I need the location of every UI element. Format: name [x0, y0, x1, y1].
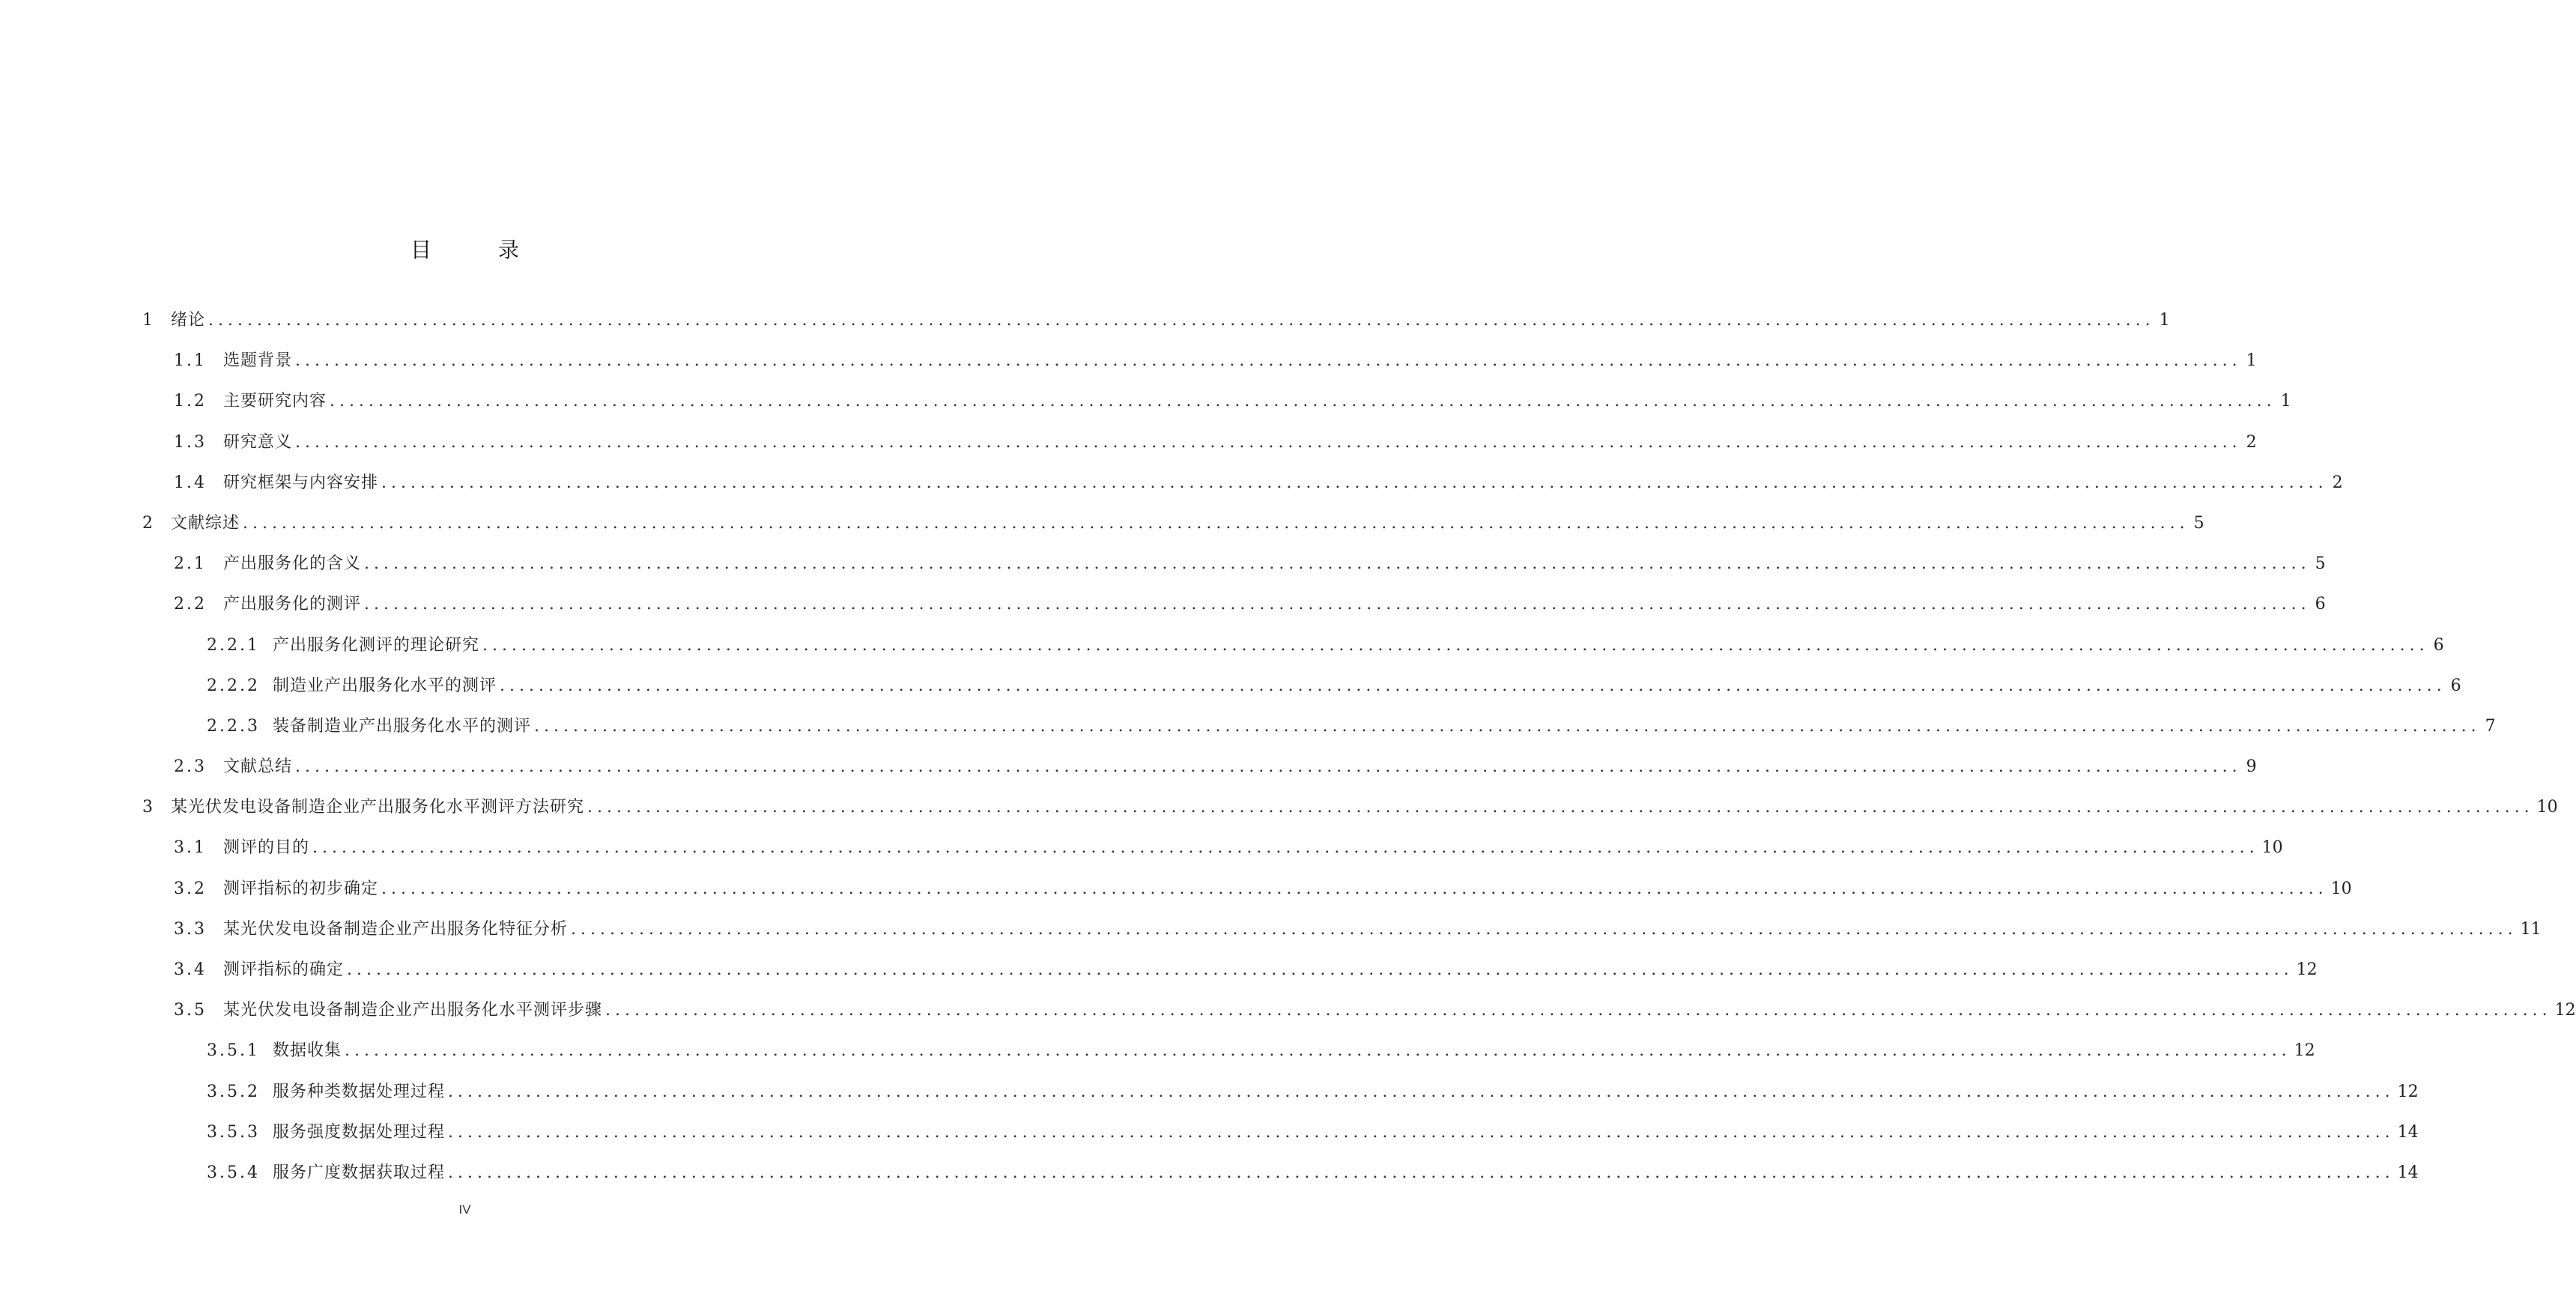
toc-dot-leader: ........................................................................................................................................................................................................: [364, 554, 2311, 574]
toc-dot-leader: ........................................................................................................................................................................................................: [243, 513, 2189, 533]
toc-entry[interactable]: [142, 957, 2318, 997]
toc-entry-title: 某光伏发电设备制造企业产出服务化特征分析: [223, 919, 569, 939]
toc-dot-leader: ........................................................................................................................................................................................................: [295, 351, 2242, 371]
toc-entry-number: 3: [142, 798, 155, 817]
toc-entry[interactable]: [142, 1038, 2315, 1078]
toc-dot-leader: ........................................................................................................................................................................................................: [345, 1041, 2291, 1061]
toc-dot-leader: ........................................................................................................................................................................................................: [381, 473, 2328, 492]
toc-entry-page: 5: [2315, 554, 2326, 574]
toc-entry[interactable]: [142, 1079, 2419, 1119]
toc-dot-leader: ........................................................................................................................................................................................................: [330, 392, 2276, 411]
table-of-contents: [142, 307, 2576, 1200]
toc-entry-number: 1.3: [174, 432, 207, 452]
toc-entry-page: 6: [2433, 635, 2444, 655]
toc-entry-title: 研究框架与内容安排: [223, 473, 379, 492]
toc-entry-number: 2: [142, 513, 155, 533]
toc-entry-title: 研究意义: [223, 432, 293, 452]
toc-entry[interactable]: [142, 997, 2576, 1038]
toc-entry-title: 绪论: [171, 311, 206, 330]
toc-entry[interactable]: [142, 794, 2558, 835]
toc-entry-title: 装备制造业产出服务化水平的测评: [273, 716, 532, 736]
toc-entry[interactable]: [142, 916, 2542, 957]
toc-dot-leader: ........................................................................................................................................................................................................: [571, 919, 2518, 939]
toc-entry-title: 主要研究内容: [223, 392, 327, 411]
toc-entry[interactable]: [142, 348, 2257, 388]
toc-dot-leader: ........................................................................................................................................................................................................: [448, 1082, 2395, 1101]
toc-entry-page: 12: [2397, 1082, 2419, 1101]
toc-entry-page: 9: [2246, 757, 2257, 777]
toc-dot-leader: ........................................................................................................................................................................................................: [482, 635, 2429, 655]
toc-dot-leader: ........................................................................................................................................................................................................: [448, 1163, 2395, 1182]
toc-entry-number: 2.2: [174, 595, 207, 614]
toc-entry[interactable]: [142, 673, 2461, 713]
toc-entry-number: 1.1: [174, 351, 207, 371]
toc-entry-number: 3.4: [174, 960, 207, 979]
toc-entry-number: 1.4: [174, 473, 207, 492]
toc-dot-leader: ........................................................................................................................................................................................................: [500, 676, 2446, 695]
toc-entry-page: 11: [2520, 919, 2542, 939]
page-number-footer: IV: [458, 1202, 471, 1217]
toc-entry[interactable]: [142, 754, 2257, 794]
toc-entry-page: 6: [2315, 595, 2326, 614]
toc-entry-title: 文献综述: [171, 513, 240, 533]
toc-entry[interactable]: [142, 876, 2352, 916]
toc-entry-number: 3.2: [174, 879, 207, 898]
toc-entry-title: 服务强度数据处理过程: [273, 1122, 446, 1142]
toc-entry[interactable]: [142, 591, 2326, 632]
toc-entry[interactable]: [142, 388, 2291, 429]
toc-entry-title: 服务广度数据获取过程: [273, 1163, 446, 1182]
toc-entry-page: 2: [2246, 432, 2257, 452]
toc-entry-page: 1: [2246, 351, 2257, 371]
toc-dot-leader: ........................................................................................................................................................................................................: [587, 798, 2534, 817]
toc-entry-number: 3.5.1: [207, 1041, 260, 1061]
toc-entry-number: 2.2.2: [207, 676, 260, 695]
toc-dot-leader: ........................................................................................................................................................................................................: [295, 432, 2242, 452]
toc-entry-number: 3.3: [174, 919, 207, 939]
toc-entry-page: 10: [2330, 879, 2352, 898]
toc-entry-title: 产出服务化的测评: [223, 595, 362, 614]
toc-entry-title: 产出服务化测评的理论研究: [273, 635, 480, 655]
toc-dot-leader: ........................................................................................................................................................................................................: [208, 311, 2155, 330]
toc-entry-number: 1: [142, 311, 155, 330]
toc-dot-leader: ........................................................................................................................................................................................................: [534, 716, 2481, 736]
toc-entry-number: 2.1: [174, 554, 207, 574]
toc-entry-number: 2.2.1: [207, 635, 260, 655]
toc-entry-page: 10: [2261, 838, 2283, 858]
toc-entry-title: 数据收集: [273, 1041, 342, 1061]
toc-entry-number: 2.2.3: [207, 716, 260, 736]
toc-entry-title: 选题背景: [223, 351, 293, 371]
toc-entry-page: 12: [2554, 1001, 2576, 1020]
toc-entry-title: 制造业产出服务化水平的测评: [273, 676, 497, 695]
toc-entry-page: 6: [2450, 676, 2461, 695]
toc-entry-page: 14: [2397, 1122, 2419, 1142]
toc-entry-title: 某光伏发电设备制造企业产出服务化水平测评步骤: [223, 1001, 603, 1020]
toc-entry[interactable]: [142, 429, 2257, 470]
toc-entry-title: 文献总结: [223, 757, 293, 777]
toc-entry-number: 3.5.3: [207, 1122, 260, 1142]
toc-entry[interactable]: [142, 713, 2496, 754]
toc-entry-title: 某光伏发电设备制造企业产出服务化水平测评方法研究: [171, 798, 585, 817]
toc-entry-title: 测评的目的: [223, 838, 310, 858]
toc-entry-page: 2: [2332, 473, 2343, 492]
toc-entry-title: 测评指标的确定: [223, 960, 345, 979]
toc-entry-page: 1: [2159, 311, 2170, 330]
toc-entry[interactable]: [142, 1160, 2419, 1200]
toc-dot-leader: ........................................................................................................................................................................................................: [448, 1122, 2395, 1142]
toc-dot-leader: ........................................................................................................................................................................................................: [381, 879, 2328, 898]
toc-entry[interactable]: [142, 1119, 2419, 1160]
toc-dot-leader: ........................................................................................................................................................................................................: [364, 595, 2311, 614]
toc-entry[interactable]: [142, 632, 2444, 673]
toc-entry[interactable]: [142, 551, 2326, 591]
toc-dot-leader: ........................................................................................................................................................................................................: [295, 757, 2242, 777]
toc-dot-leader: ........................................................................................................................................................................................................: [312, 838, 2259, 858]
toc-entry-title: 服务种类数据处理过程: [273, 1082, 446, 1101]
toc-entry-number: 2.3: [174, 757, 207, 777]
toc-entry-page: 10: [2536, 798, 2558, 817]
toc-dot-leader: ........................................................................................................................................................................................................: [347, 960, 2294, 979]
toc-entry-number: 3.5: [174, 1001, 207, 1020]
page-title: 目 录: [410, 237, 549, 262]
toc-entry[interactable]: [142, 307, 2170, 348]
toc-entry-title: 产出服务化的含义: [223, 554, 362, 574]
toc-entry-page: 1: [2280, 392, 2291, 411]
toc-dot-leader: ........................................................................................................................................................................................................: [605, 1001, 2552, 1020]
toc-entry-page: 14: [2397, 1163, 2419, 1182]
toc-entry[interactable]: [142, 835, 2283, 875]
toc-entry-number: 1.2: [174, 392, 207, 411]
toc-entry-number: 3.5.2: [207, 1082, 260, 1101]
toc-entry-page: 5: [2193, 513, 2204, 533]
toc-entry-page: 12: [2294, 1041, 2315, 1061]
toc-entry-number: 3.1: [174, 838, 207, 858]
toc-entry-page: 7: [2485, 716, 2496, 736]
toc-entry[interactable]: [142, 470, 2343, 510]
toc-entry-page: 12: [2296, 960, 2318, 979]
toc-entry-title: 测评指标的初步确定: [223, 879, 379, 898]
toc-entry-number: 3.5.4: [207, 1163, 260, 1182]
toc-entry[interactable]: [142, 510, 2204, 551]
